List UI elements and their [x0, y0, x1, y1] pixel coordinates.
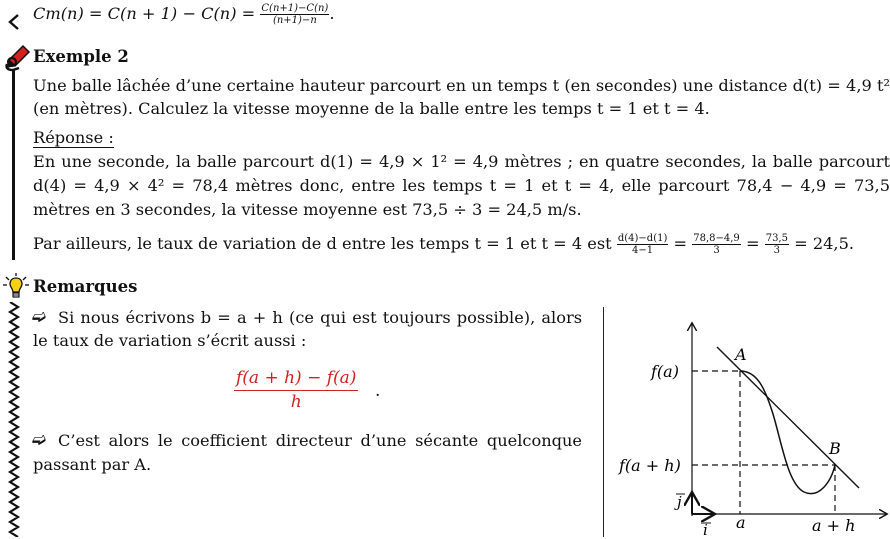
label-fah: f(a + h)	[619, 456, 681, 475]
statement-line-2: (en mètres). Calculez la vitesse moyenne de la balle entre les temps t = 1 et t = 4.	[33, 99, 710, 118]
remark-p2-line-1: C’est alors le coefficient directeur d’une sécante quelconque	[58, 431, 582, 450]
remarks-title: Remarques	[33, 277, 138, 296]
rate-fraction-3: $\frac{73,5}{3}$	[765, 233, 788, 256]
secant-figure	[605, 316, 890, 539]
figure-separator	[603, 307, 604, 537]
remark-arrow-icon-2: ➫	[32, 430, 47, 450]
label-fa: f(a)	[651, 362, 679, 381]
remark-formula: f(a + h) − f(a) h	[236, 368, 357, 412]
label-j: j	[677, 493, 682, 511]
label-i: i	[703, 521, 708, 539]
lightbulb-icon	[3, 272, 29, 306]
example-title: Exemple 2	[33, 47, 129, 66]
function-curve	[740, 371, 835, 494]
answer-label: Réponse :	[33, 128, 114, 147]
answer-line-2: d(4) = 4,9 × 4² = 78,4 mètres donc, entre les temps t = 1 et t = 4, elle parcourt 78,4 − 4,9 = 73,5	[33, 176, 890, 195]
answer-line-3: mètres en 3 secondes, la vitesse moyenne est 73,5 ÷ 3 = 24,5 m/s.	[33, 200, 582, 219]
example-pencil-icon	[3, 42, 31, 76]
remark-formula-end: .	[375, 381, 381, 401]
rate-line: Par ailleurs, le taux de variation de d entre les temps t = 1 et t = 4 est $\frac{d(4)-d(1)}{4-1}$ = $\frac{78,8-4,9}{3}$ = $\frac{73,5}{3}$ = 24,5.	[33, 233, 855, 256]
rate-fraction-2: $\frac{78,8-4,9}{3}$	[693, 233, 740, 256]
top-formula-fraction: $\frac{C(n+1)-C(n)}{(n+1)-n}$	[261, 3, 329, 26]
remarks-zigzag	[6, 302, 22, 537]
top-arrow-icon	[6, 12, 22, 36]
remark-arrow-icon-1: ➫	[32, 307, 47, 327]
label-point-a: A	[735, 345, 747, 364]
remark-p2-line-2: passant par A.	[33, 455, 152, 474]
remark-p1-line-1: Si nous écrivons b = a + h (ce qui est toujours possible), alors	[58, 308, 582, 327]
top-formula-text: Cm(n) = C(n + 1) − C(n) =	[33, 4, 256, 23]
answer-line-1: En une seconde, la balle parcourt d(1) = 4,9 × 1² = 4,9 mètres ; en quatre secondes, la balle parcourt	[33, 152, 890, 171]
remark-p1-line-2: le taux de variation s’écrit aussi :	[33, 331, 307, 350]
example-left-bar	[12, 70, 15, 260]
label-a: a	[736, 513, 746, 532]
top-formula: Cm(n) = C(n + 1) − C(n) = $\frac{C(n+1)-C(n)}{(n+1)-n}$ .	[33, 3, 335, 26]
label-a-plus-h: a + h	[812, 516, 856, 535]
statement-line-1: Une balle lâchée d’une certaine hauteur parcourt en un temps t (en secondes) une distance d(t) = 4,9 t²	[33, 76, 890, 95]
label-point-b: B	[829, 439, 841, 458]
rate-fraction-1: $\frac{d(4)-d(1)}{4-1}$	[617, 233, 668, 256]
